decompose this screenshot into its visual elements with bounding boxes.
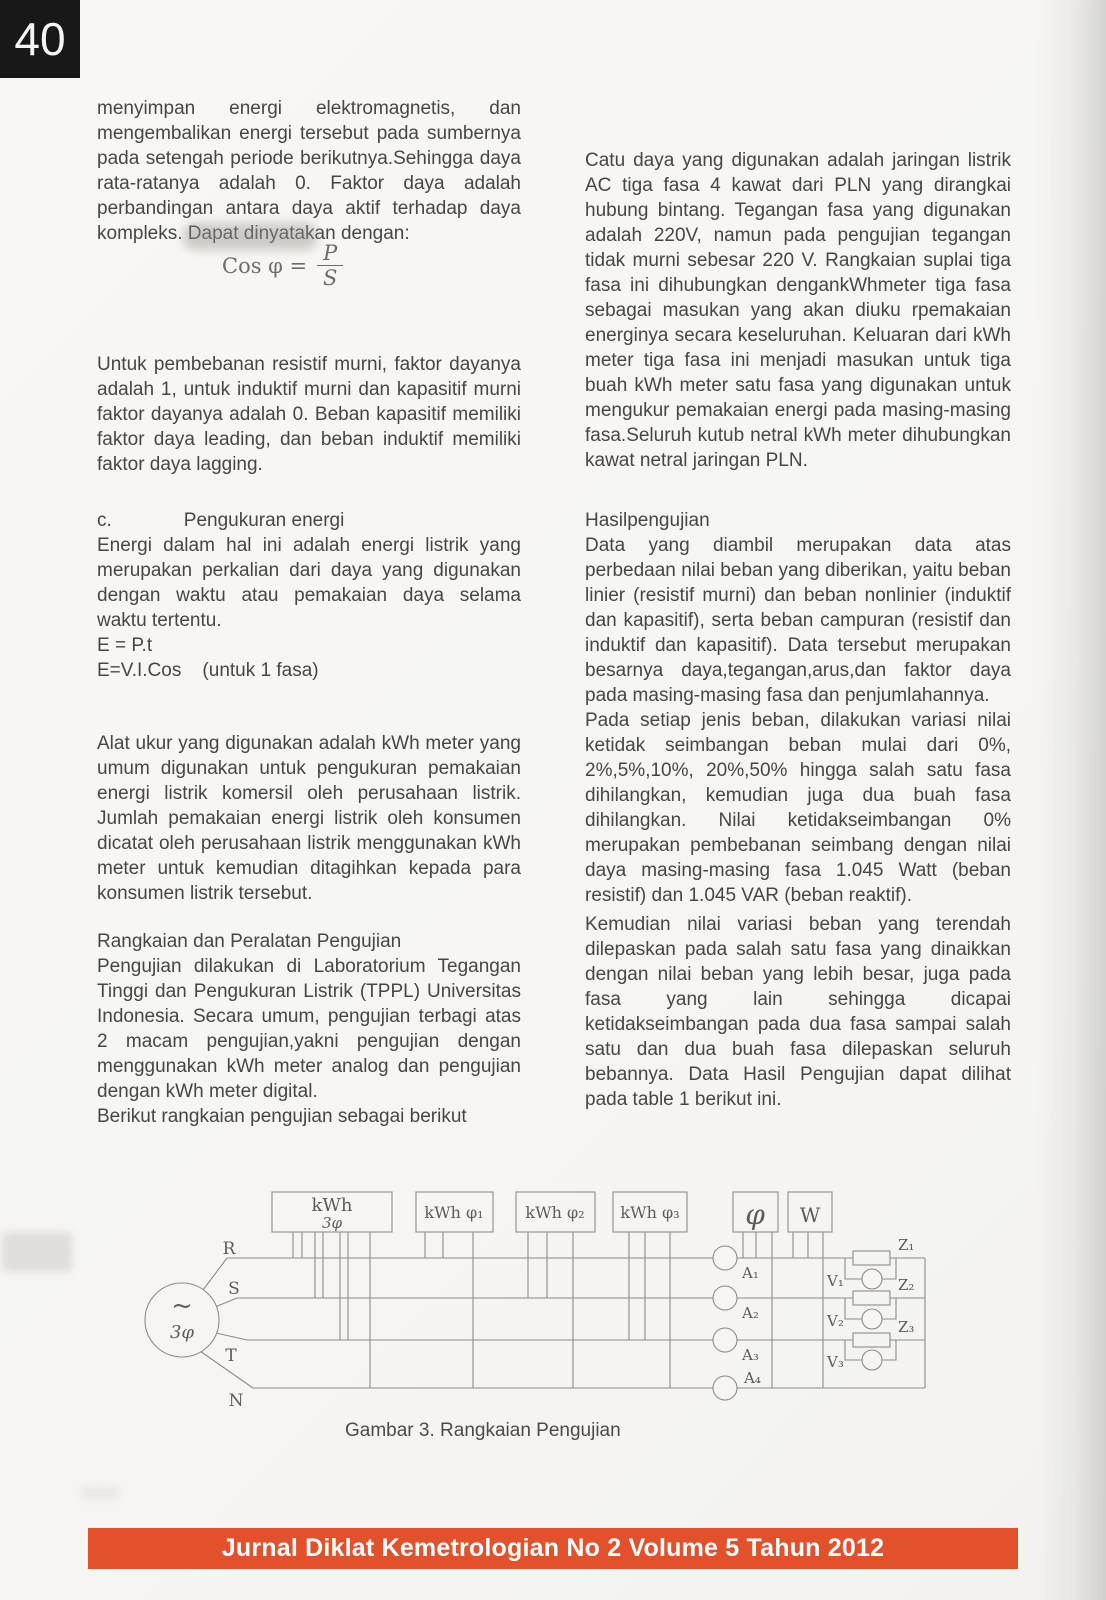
kwh-phase1-label: kWh φ₁ — [424, 1203, 484, 1222]
formula-fraction — [317, 242, 343, 289]
voltmeter-v2-label: V₂ — [827, 1312, 844, 1330]
ammeter-a3-label: A₃ — [742, 1346, 759, 1364]
phase-label-r: R — [222, 1239, 236, 1259]
left-paragraph-pengujian: Pengujian dilakukan di Laboratorium Tegangan Tinggi dan Pengukuran Listrik (TPPL) Universitas Indonesia. Secara umum, pengujian terbagi atas 2 macam pengujian,yakni pengujian dengan menggunakan kWh meter analog dan pengujian dengan kWh meter digital. — [97, 956, 521, 1102]
formula-lhs: Cos φ = — [222, 253, 308, 278]
heading-hasil-pengujian: Hasilpengujian — [585, 510, 710, 531]
impedance-z1-label: Z₁ — [898, 1236, 915, 1254]
load-bank — [826, 1236, 925, 1388]
power-factor-meter-label: φ — [745, 1198, 765, 1231]
page-number: 40 — [14, 13, 66, 65]
scan-artifact — [2, 1232, 72, 1272]
phase-label-t: T — [225, 1346, 237, 1366]
left-paragraph-kwh-meter: Alat ukur yang digunakan adalah kWh meter yang umum digunakan untuk pengukuran pemakaian energi listrik komersil oleh perusahaan listrik. Jumlah pemakaian energi listrik oleh konsumen dicatat oleh perusahaan listrik menggunakan kWh meter untuk kemudian ditagihkan kepada para konsumen listrik tersebut. — [97, 733, 521, 904]
right-paragraph-data: Data yang diambil merupakan data atas perbedaan nilai beban yang diberikan, yaitu beban linier (resistif murni) dan beban nonlinier (induktif dan kapasitif), serta beban campuran (resistif dan induktif dan kapasitif). Data tersebut merupakan besarnya daya,tegangan,arus,dan faktor daya pada masing-masing fasa dan penjumlahannya. — [585, 535, 1011, 706]
kwh-3phase-label-line2: 3φ — [321, 1214, 343, 1232]
watt-meter — [788, 1192, 832, 1388]
voltmeter-v1-label: V₁ — [827, 1272, 844, 1290]
kwh-phase3-meter — [613, 1192, 687, 1388]
kwh-3phase-label-line1: kWh — [311, 1195, 353, 1216]
left-paragraph-berikut: Berikut rangkaian pengujian sebagai berikut — [97, 1106, 467, 1127]
page-edge-shadow — [1036, 0, 1106, 1600]
voltmeter-v3-label: V₃ — [827, 1353, 844, 1371]
watt-meter-label: W — [799, 1203, 821, 1227]
page-number-box — [0, 0, 80, 78]
test-circuit-diagram — [130, 1180, 950, 1415]
left-paragraph-intro: menyimpan energi elektromagnetis, dan mengembalikan energi tersebut pada sumbernya pada setengah periode berikutnya.Sehingga daya rata-ratanya adalah 0. Faktor daya adalah perbandingan antara daya aktif terhadap daya kompleks. Dapat dinyatakan dengan: — [97, 98, 521, 244]
right-paragraph-variasi: Pada setiap jenis beban, dilakukan variasi nilai ketidak seimbangan beban mulai dari 0%, 2%,5%,10%, 20%,50% hingga salah satu fasa dihilangkan, kemudian juga dua buah fasa dihilangkan. Nilai ketidakseimbangan 0% merupakan pembebanan seimbang dengan nilai daya masing-masing fasa 1.045 Watt (beban resistif) dan 1.045 VAR (beban reaktif). — [585, 710, 1011, 906]
left-paragraph-energy: Energi dalam hal ini adalah energi listrik yang merupakan perkalian dari daya yang digunakan dengan waktu atau pemakaian daya selama waktu tertentu. — [97, 535, 521, 631]
source-label: 3φ — [169, 1322, 195, 1343]
phase-bus-lines — [200, 1258, 925, 1388]
ammeter-a4-label: A₄ — [744, 1369, 761, 1387]
left-paragraph-power-factor: Untuk pembebanan resistif murni, faktor dayanya adalah 1, untuk induktif murni dan kapasitif murni faktor dayanya adalah 0. Beban kapasitif memiliki faktor daya leading, dan beban induktif memiliki faktor daya lagging. — [97, 354, 521, 475]
section-c-title: Pengukuran energi — [183, 510, 345, 531]
phase-label-s: S — [228, 1279, 240, 1299]
kwh-phase2-label: kWh φ₂ — [525, 1203, 585, 1222]
formula-numerator: P — [317, 242, 343, 266]
kwh-phase2-meter — [516, 1192, 595, 1388]
right-paragraph-kemudian: Kemudian nilai variasi beban yang terendah dilepaskan pada salah satu fasa yang dinaikkan dengan nilai beban yang lebih besar, juga pada fasa yang lain sehingga dicapai ketidakseimbangan pada dua fasa sampai salah satu dan dua buah fasa dilepaskan seluruh bebannya. Data Hasil Pengujian dapat dilihat pada table 1 berikut ini. — [585, 914, 1011, 1110]
impedance-z2-label: Z₂ — [898, 1276, 915, 1294]
ammeter-a1-label: A₁ — [742, 1264, 759, 1282]
formula-denominator: S — [323, 266, 338, 291]
source-tilde: ~ — [171, 1291, 193, 1321]
kwh-phase1-meter — [416, 1192, 493, 1388]
heading-rangkaian: Rangkaian dan Peralatan Pengujian — [97, 931, 402, 952]
ammeters — [713, 1246, 761, 1400]
section-c-heading — [97, 508, 521, 533]
phase-label-n: N — [228, 1391, 244, 1411]
kwh-phase3-label: kWh φ₃ — [620, 1203, 680, 1222]
figure-caption: Gambar 3. Rangkaian Pengujian — [345, 1420, 621, 1441]
equation-ept: E = P.t — [97, 635, 153, 656]
right-paragraph-catu-daya: Catu daya yang digunakan adalah jaringan listrik AC tiga fasa 4 kawat dari PLN yang dirangkai hubung bintang. Tegangan fasa yang digunakan adalah 220V, namun pada pengujian tegangan tidak murni sebesar 220 V. Rangkaian suplai tiga fasa ini dihubungkan dengankWhmeter tiga fasa sebagai masukan yang akan diuku rpemakaian energinya secara keseluruhan. Keluaran dari kWh meter tiga fasa ini menjadi masukan untuk tiga buah kWh meter satu fasa yang digunakan untuk mengukur pemakaian energi pada masing-masing fasa.Seluruh kutub netral kWh meter dihubungkan kawat netral jaringan PLN. — [585, 150, 1011, 471]
ammeter-a2-label: A₂ — [742, 1304, 759, 1322]
journal-footer-bar — [88, 1528, 1018, 1569]
equation-vicos: E=V.I.Cos (untuk 1 fasa) — [97, 660, 319, 681]
kwh-3phase-meter — [272, 1192, 392, 1388]
power-factor-formula — [222, 242, 343, 289]
scan-artifact — [80, 1486, 120, 1500]
section-c-marker: c. — [97, 510, 112, 531]
journal-footer-text: Jurnal Diklat Kemetrologian No 2 Volume 5 Tahun 2012 — [221, 1534, 885, 1562]
ac-source-symbol — [145, 1283, 219, 1357]
impedance-z3-label: Z₃ — [898, 1318, 915, 1336]
